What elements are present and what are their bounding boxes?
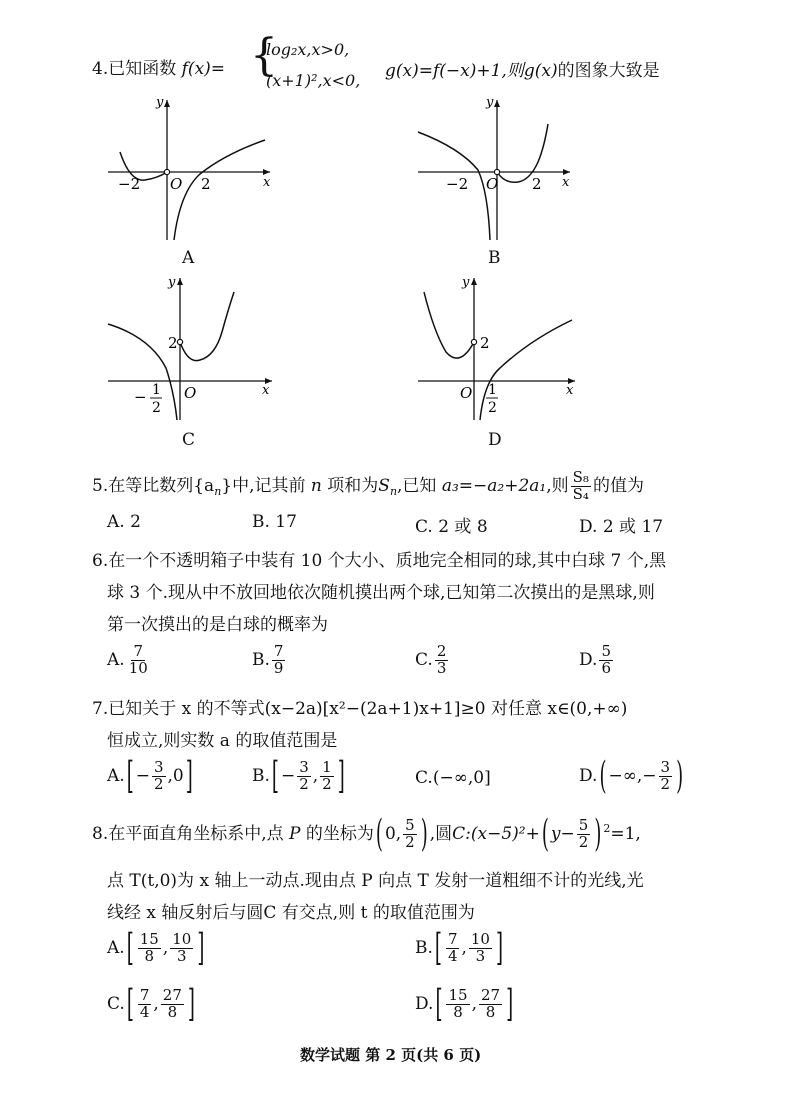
q7-line2: 恒成立,则实数 a 的取值范围是	[107, 731, 338, 751]
q4-graph-d-label: D	[488, 430, 502, 450]
q4-b-axis-x: x	[562, 175, 570, 190]
q4-a-origin: O	[170, 175, 183, 193]
q4-graph-c-label: C	[182, 430, 196, 450]
q8-line3: 线经 x 轴反射后与圆C 有交点,则 t 的取值范围为	[107, 903, 475, 923]
q4-b-tick-neg2: −2	[446, 175, 469, 193]
q5-ratio: $\frac{\text{S₈}}{\text{S₄}}$	[572, 468, 589, 503]
q8-option-b: B. [ $\frac{7}{4}$ , $\frac{10}{3}$ ]	[415, 926, 504, 971]
q6-option-c: C. $\frac{2}{3}$	[415, 642, 447, 677]
q4-b-origin: O	[486, 175, 499, 193]
q4-d-axis-y: y	[462, 275, 470, 290]
q4-c-axis-y: y	[168, 275, 176, 290]
q5-option-b: B. 17	[252, 512, 297, 532]
q6-option-d: D. $\frac{5}{6}$	[579, 642, 611, 677]
q4-stem: 4.已知函数 f(x)=	[92, 59, 226, 79]
q7-option-b: B. [ − $\frac{3}{2}$ , $\frac{1}{2}$ ]	[252, 754, 345, 799]
q4-d-tick-half-den: 2	[488, 400, 497, 416]
q4-case1: log₂x,x>0,	[266, 40, 350, 59]
q4-graph-c	[100, 272, 280, 422]
q4-graph-a	[100, 92, 290, 242]
q4-d-origin: O	[460, 384, 473, 402]
q4-a-axis-y: y	[156, 95, 164, 110]
q7-option-d: D. ( −∞,− $\frac{3}{2}$ )	[579, 754, 684, 799]
q5-option-d: D. 2 或 17	[579, 517, 664, 537]
q4-c-tick-half-num: 1	[152, 382, 161, 398]
q8-option-a: A. [ $\frac{15}{8}$ , $\frac{10}{3}$ ]	[107, 926, 205, 971]
q4-d-axis-x: x	[566, 383, 574, 398]
q4-b-tick-2: 2	[532, 175, 542, 193]
q6-option-a: A. $\frac{7}{10}$	[107, 642, 148, 677]
q4-b-axis-y: y	[486, 95, 494, 110]
q4-case2: (x+1)²,x<0,	[266, 71, 361, 90]
page-footer: 数学试题 第 2 页(共 6 页)	[300, 1046, 482, 1064]
q4-c-axis-x: x	[262, 383, 270, 398]
q5-stem: 5.在等比数列$\{a_n\}$中,记其前 n 项和为$S_n$,已知 a₃=−a₂+2a₁,则 $\frac{\text{S₈}}{\text{S₄}}$ 的值为	[92, 468, 644, 503]
q4-d-tick-half-num: 1	[488, 382, 497, 398]
q4-a-tick-2: 2	[201, 175, 211, 193]
q8-line1: 8.在平面直角坐标系中,点 P 的坐标为 ( 0, $\frac{5}{2}$ ) ,圆C:(x−5)²+ ( y− $\frac{5}{2}$ ) $^2$=1,	[92, 812, 641, 857]
q4-gx-line: g(x)=f(−x)+1,则g(x)的图象大致是	[385, 61, 660, 81]
q5-option-c: C. 2 或 8	[415, 517, 488, 537]
q8-option-d: D. [ $\frac{15}{8}$ , $\frac{27}{8}$ ]	[415, 982, 514, 1027]
q4-c-tick-2: 2	[168, 334, 178, 352]
q4-brace: {	[250, 30, 278, 81]
q4-graph-d	[410, 272, 580, 422]
q4-graph-b-label: B	[488, 248, 501, 268]
q6-line1: 6.在一个不透明箱子中装有 10 个大小、质地完全相同的球,其中白球 7 个,黑	[92, 551, 667, 571]
q6-line3: 第一次摸出的是白球的概率为	[107, 615, 328, 635]
q8-line2: 点 T(t,0)为 x 轴上一动点.现由点 P 向点 T 发射一道粗细不计的光线,光	[107, 871, 644, 891]
q4-a-tick-neg2: −2	[118, 175, 141, 193]
q4-d-tick-2: 2	[480, 334, 490, 352]
q7-line1: 7.已知关于 x 的不等式(x−2a)[x²−(2a+1)x+1]≥0 对任意 x∈(0,+∞)	[92, 699, 628, 719]
q6-line2: 球 3 个.现从中不放回地依次随机摸出两个球,已知第二次摸出的是黑球,则	[107, 583, 655, 603]
q4-fx: f(x)=	[181, 59, 226, 79]
q7-option-c: C.(−∞,0]	[415, 768, 491, 788]
q4-c-origin: O	[184, 384, 197, 402]
q4-c-tick-half-den: 2	[152, 400, 161, 416]
q4-a-axis-x: x	[263, 175, 271, 190]
q6-option-b: B. $\frac{7}{9}$	[252, 642, 284, 677]
q4-graph-b	[410, 92, 580, 242]
q4-number: 4.	[92, 59, 109, 79]
q4-graph-a-label: A	[182, 248, 195, 268]
q4-c-tick-minus: −	[134, 388, 147, 406]
q8-option-c: C. [ $\frac{7}{4}$ , $\frac{27}{8}$ ]	[107, 982, 195, 1027]
q7-option-a: A. [ − $\frac{3}{2}$ ,0 ]	[107, 754, 193, 799]
q5-option-a: A. 2	[107, 512, 141, 532]
